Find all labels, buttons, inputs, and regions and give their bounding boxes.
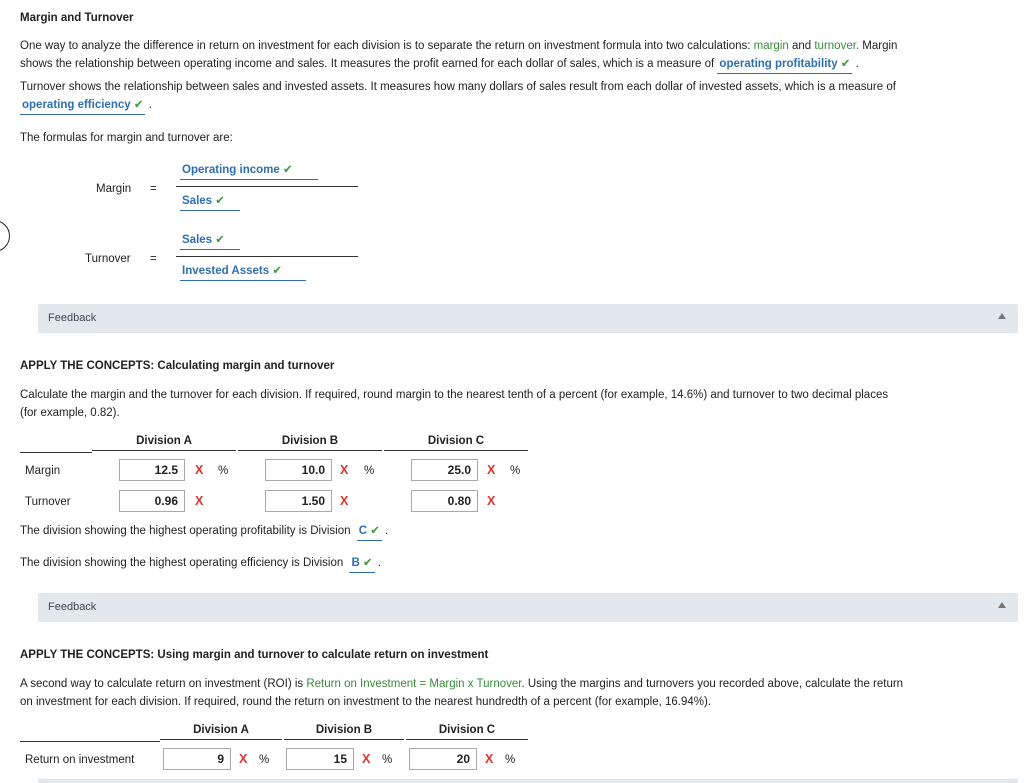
- margin-a-input[interactable]: 12.5: [119, 459, 185, 481]
- col-division-a: Division A: [92, 435, 236, 451]
- margin-numerator-select[interactable]: Operating income ✔: [180, 163, 318, 180]
- turnover-equals: =: [150, 253, 157, 265]
- margin-equals: =: [150, 183, 157, 195]
- check-icon: ✔: [840, 58, 851, 70]
- roi-formula: Return on Investment = Margin x Turnover: [306, 678, 522, 690]
- formulas-intro: The formulas for margin and turnover are:: [20, 132, 233, 144]
- section3-description: A second way to calculate return on investment (ROI) is Return on Investment = Margin x Turnover. Using the margins and turnovers you recorded above, calculate the return on investment for each division. If required, round the return on investment to the nearest hundredth of a percent (for example, 16.94%).: [20, 678, 904, 708]
- turnover-numerator-select[interactable]: Sales ✔: [180, 233, 240, 250]
- highest-profitability-select[interactable]: C ✔: [357, 524, 382, 541]
- section3-title: APPLY THE CONCEPTS: Using margin and turnover to calculate return on investment: [20, 649, 489, 661]
- table-header-line: [20, 452, 92, 453]
- intro-paragraph: One way to analyze the difference in return on investment for each division is to separate the return on investment formula into two calculations: margin and turnover. Margin shows the relationship between operating income and sales. It measures the profit earned for each dollar of sales, which is a measure of operating profitability ✔ . Turnover shows the relationship between sales and invested assets. It measures how many dollars of sales result from each dollar of invested assets, which is a measure of operating efficiency ✔ .: [20, 37, 1010, 115]
- turnover-label: Turnover: [85, 253, 131, 265]
- highest-efficiency-statement: The division showing the highest operating efficiency is Division B ✔ .: [20, 556, 381, 573]
- incorrect-x-icon: X: [362, 752, 371, 766]
- margin-fraction-line: [176, 186, 358, 187]
- turnover-b-input[interactable]: 1.50: [265, 490, 332, 512]
- feedback-label: Feedback: [48, 601, 97, 613]
- margin-label: Margin: [96, 183, 132, 195]
- incorrect-x-icon: X: [239, 752, 248, 766]
- margin-b-input[interactable]: 10.0: [265, 459, 332, 481]
- section2-title: APPLY THE CONCEPTS: Calculating margin and turnover: [20, 360, 335, 372]
- margin-term: margin: [753, 40, 789, 52]
- incorrect-x-icon: X: [340, 463, 349, 477]
- check-icon: ✔: [215, 234, 225, 246]
- col-division-c: Division C: [406, 724, 528, 740]
- roi-c-input[interactable]: 20: [409, 748, 477, 770]
- answer-operating-profitability[interactable]: operating profitability ✔: [717, 57, 852, 74]
- section2-description: Calculate the margin and the turnover for each division. If required, round margin to the nearest tenth of a percent (for example, 14.6%) and turnover to two decimal places (for example, 0.82).: [20, 389, 889, 419]
- row-label-roi: Return on investment: [25, 754, 135, 766]
- percent-unit: %: [510, 465, 521, 477]
- check-icon: ✔: [370, 525, 380, 537]
- col-division-b: Division B: [284, 724, 404, 740]
- feedback-bar[interactable]: [38, 304, 1018, 333]
- margin-c-input[interactable]: 25.0: [411, 459, 478, 481]
- percent-unit: %: [382, 754, 393, 766]
- roi-a-input[interactable]: 9: [163, 748, 231, 770]
- percent-unit: %: [218, 465, 229, 477]
- row-label-margin: Margin: [25, 465, 61, 477]
- percent-unit: %: [505, 754, 516, 766]
- percent-unit: %: [364, 465, 375, 477]
- turnover-denominator-select[interactable]: Invested Assets ✔: [180, 264, 306, 281]
- check-icon: ✔: [282, 164, 293, 176]
- incorrect-x-icon: X: [195, 463, 204, 477]
- col-division-c: Division C: [384, 435, 528, 451]
- turnover-fraction-line: [176, 256, 358, 257]
- check-icon: ✔: [272, 265, 282, 277]
- incorrect-x-icon: X: [485, 752, 494, 766]
- turnover-c-input[interactable]: 0.80: [411, 490, 478, 512]
- turnover-a-input[interactable]: 0.96: [119, 490, 185, 512]
- incorrect-x-icon: X: [487, 463, 496, 477]
- col-division-a: Division A: [160, 724, 282, 740]
- incorrect-x-icon: X: [487, 494, 496, 508]
- collapse-arrow-icon[interactable]: [998, 313, 1006, 319]
- check-icon: ✔: [215, 195, 225, 207]
- incorrect-x-icon: X: [340, 494, 349, 508]
- highest-efficiency-select[interactable]: B ✔: [349, 556, 374, 573]
- answer-operating-efficiency[interactable]: operating efficiency ✔: [20, 98, 145, 115]
- bottom-feedback-edge: [38, 779, 1018, 783]
- percent-unit: %: [259, 754, 270, 766]
- check-icon: ✔: [133, 99, 144, 111]
- feedback-label: Feedback: [48, 312, 97, 324]
- highest-profitability-statement: The division showing the highest operating profitability is Division C ✔ .: [20, 524, 388, 541]
- section-title: Margin and Turnover: [20, 12, 134, 24]
- table-header-line: [20, 741, 160, 742]
- incorrect-x-icon: X: [195, 494, 204, 508]
- turnover-term: turnover.: [814, 40, 860, 52]
- roi-b-input[interactable]: 15: [286, 748, 354, 770]
- collapse-arrow-icon[interactable]: [998, 602, 1006, 608]
- check-icon: ✔: [362, 557, 373, 569]
- margin-denominator-select[interactable]: Sales ✔: [180, 194, 240, 211]
- feedback-bar[interactable]: [38, 593, 1018, 622]
- col-division-b: Division B: [238, 435, 382, 451]
- side-panel-edge-icon[interactable]: [0, 220, 10, 252]
- row-label-turnover: Turnover: [25, 496, 71, 508]
